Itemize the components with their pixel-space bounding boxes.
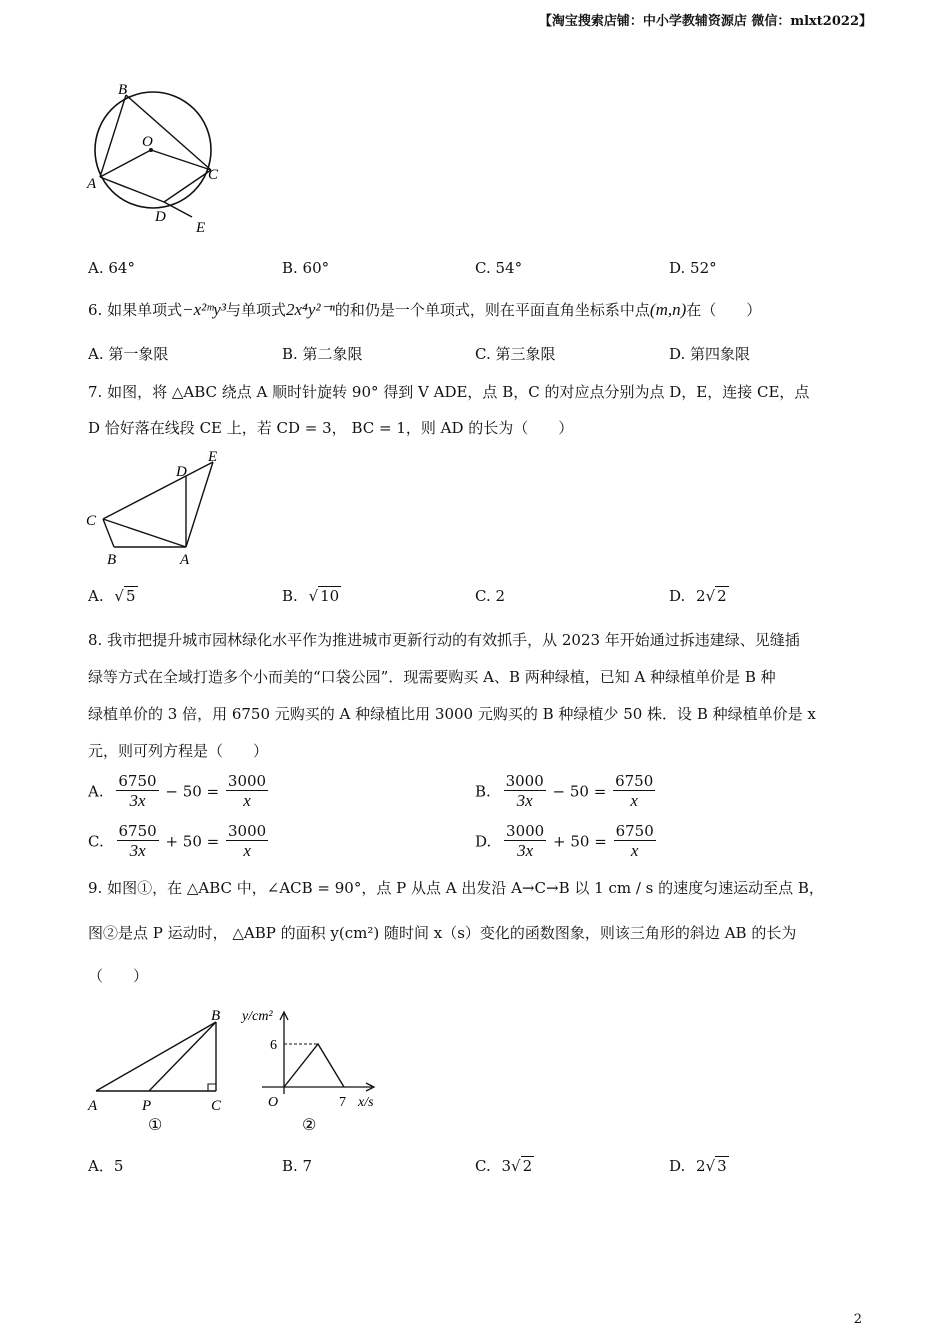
- q7-option-b-label: B.: [282, 587, 298, 605]
- q7-option-d-value: 2: [717, 587, 727, 605]
- q9-figure-1: [82, 1000, 232, 1140]
- q7-option-d-coef: 2: [696, 587, 706, 605]
- q8-c-den2: x: [243, 841, 251, 860]
- q8-a-den1: 3x: [129, 791, 146, 810]
- q9-f1-label-b: B: [211, 1008, 221, 1024]
- q9-f2-y-axis: y/cm²: [242, 1009, 273, 1024]
- page-number: 2: [853, 1312, 862, 1327]
- q7-option-b-value: 10: [320, 587, 340, 605]
- q5-label-a: A: [87, 176, 97, 192]
- q9-f2-seven: 7: [339, 1095, 346, 1110]
- q6-expr3: (m,n): [649, 300, 687, 319]
- q7-label-a: A: [180, 552, 190, 568]
- q7-option-c: C. 2: [475, 587, 506, 605]
- q6-stem: [88, 300, 761, 320]
- q9-option-d-label: D.: [669, 1157, 686, 1175]
- q6-part2: 与单项式: [225, 301, 286, 319]
- q7-label-d: D: [176, 464, 187, 480]
- q8-line3: 绿植单价的 3 倍，用 6750 元购买的 A 种绿植比用 3000 元购买的 B 种绿植少 50 株．设 B 种绿植单价是 x: [88, 705, 816, 723]
- q8-d-op: + 50 =: [553, 832, 607, 851]
- q9-f2-six: 6: [270, 1038, 277, 1053]
- q8-d-num2: 6750: [615, 822, 654, 840]
- q7-line2: D 恰好落在线段 CE 上，若 CD = 3， BC = 1，则 AD 的长为（ ）: [88, 419, 574, 437]
- q8-b-op: − 50 =: [552, 782, 607, 801]
- q9-option-c: C. 3√ 2: [475, 1157, 533, 1175]
- q6-option-b: B. 第二象限: [282, 345, 363, 363]
- q5-option-c: C. 54°: [475, 259, 523, 277]
- q8-line1: 8. 我市把提升城市园林绿化水平作为推进城市更新行动的有效抓手，从 2023 年开始通过拆违建绿、见缝插: [88, 631, 800, 649]
- q9-option-b: B. 7: [282, 1157, 313, 1175]
- q6-part3: 的和仍是一个单项式，则在平面直角坐标系中点: [334, 301, 650, 319]
- q6-part4: 在（ ）: [686, 301, 762, 319]
- q7-label-c: C: [86, 513, 97, 529]
- q8-b-num2: 6750: [615, 772, 654, 790]
- q5-option-a: A. 64°: [88, 259, 135, 277]
- q5-option-b: B. 60°: [282, 259, 330, 277]
- q6-option-c: C. 第三象限: [475, 345, 556, 363]
- q8-c-num1: 6750: [118, 822, 157, 840]
- q8-c-op: + 50 =: [165, 832, 220, 851]
- q9-f2-x-axis: x/s: [358, 1095, 374, 1110]
- q9-option-d: D. 2√ 3: [669, 1157, 727, 1175]
- q8-d-den2: x: [630, 841, 639, 860]
- q6-expr1: −x²ᵐy³: [182, 300, 226, 319]
- q9-line2: 图②是点 P 运动时， △ABP 的面积 y(cm²) 随时间 x（s）变化的函数图象，则该三角形的斜边 AB 的长为: [88, 924, 797, 942]
- q8-a-den2: x: [243, 791, 251, 810]
- q9-f2-caption: ②: [302, 1117, 317, 1134]
- q5-label-d: D: [155, 209, 166, 225]
- q6-expr2: 2x⁴y²⁻ⁿ: [285, 300, 335, 319]
- q8-option-d-label: D.: [475, 832, 492, 851]
- q7-option-a: A. √ 5: [88, 587, 136, 605]
- q9-line1: 9. 如图①，在 △ABC 中，∠ACB = 90°，点 P 从点 A 出发沿 A→C→B 以 1 cm / s 的速度匀速运动至点 B，: [88, 879, 824, 897]
- q9-figure-2: [238, 1000, 388, 1140]
- q5-label-c: C: [208, 167, 219, 183]
- q8-option-b: [475, 772, 657, 811]
- q6-option-d: D. 第四象限: [669, 345, 751, 363]
- q8-option-a-label: A.: [88, 782, 104, 801]
- q9-option-c-coef: 3: [501, 1157, 512, 1175]
- q7-label-b: B: [107, 552, 117, 568]
- q9-line3: （ ）: [88, 967, 149, 985]
- q8-option-c: [88, 822, 270, 861]
- q7-option-d-label: D.: [669, 587, 686, 605]
- q5-circle-figure: [80, 78, 240, 238]
- q6-part1: 6. 如果单项式: [88, 301, 183, 319]
- q8-option-a: [88, 772, 270, 811]
- q8-c-num2: 3000: [228, 822, 267, 840]
- q8-b-num1: 3000: [505, 772, 544, 790]
- q9-f1-label-p: P: [142, 1098, 152, 1114]
- q5-label-e: E: [196, 220, 206, 236]
- q8-b-den1: 3x: [516, 791, 533, 810]
- q5-label-o: O: [142, 134, 153, 150]
- q8-a-num1: 6750: [118, 772, 157, 790]
- q8-b-den2: x: [630, 791, 638, 810]
- q8-d-den1: 3x: [517, 841, 534, 860]
- q9-f1-label-c: C: [211, 1098, 222, 1114]
- q9-option-d-coef: 2: [696, 1157, 706, 1175]
- q8-c-den1: 3x: [129, 841, 146, 860]
- q8-option-b-label: B.: [475, 782, 491, 801]
- page-header: 【淘宝搜索店铺：中小学教辅资源店 微信：mlxt2022】: [538, 14, 872, 29]
- q8-a-num2: 3000: [227, 772, 267, 790]
- q8-option-d: [475, 822, 658, 861]
- q9-option-a: A．5: [88, 1157, 124, 1175]
- q8-option-c-label: C.: [88, 832, 104, 851]
- q9-f1-caption: ①: [148, 1117, 163, 1134]
- q7-option-a-value: 5: [125, 587, 136, 605]
- q8-a-op: − 50 =: [165, 782, 220, 801]
- q9-option-c-label: C.: [475, 1157, 491, 1175]
- q5-label-b: B: [118, 82, 128, 98]
- q7-option-b: B. √ 10: [282, 587, 340, 605]
- q7-option-d: D. 2√ 2: [669, 587, 727, 605]
- q7-triangle-figure: [80, 446, 240, 572]
- q8-line2: 绿等方式在全域打造多个小而美的“口袋公园”．现需要购买 A、B 两种绿植，已知 A 种绿植单价是 B 种: [88, 668, 776, 686]
- q9-f2-origin: O: [268, 1095, 279, 1110]
- q9-option-c-value: 2: [522, 1157, 533, 1175]
- q6-option-a: A. 第一象限: [88, 345, 169, 363]
- q9-option-d-value: 3: [717, 1157, 727, 1175]
- q7-label-e: E: [208, 449, 218, 465]
- q7-option-a-label: A.: [88, 587, 104, 605]
- q8-line4: 元，则可列方程是（ ）: [88, 742, 269, 760]
- q7-line1: 7. 如图，将 △ABC 绕点 A 顺时针旋转 90° 得到 V ADE，点 B，C 的对应点分别为点 D，E，连接 CE，点: [88, 383, 810, 401]
- q8-d-num1: 3000: [506, 822, 545, 840]
- q9-f1-label-a: A: [88, 1098, 98, 1114]
- q5-option-d: D. 52°: [669, 259, 717, 277]
